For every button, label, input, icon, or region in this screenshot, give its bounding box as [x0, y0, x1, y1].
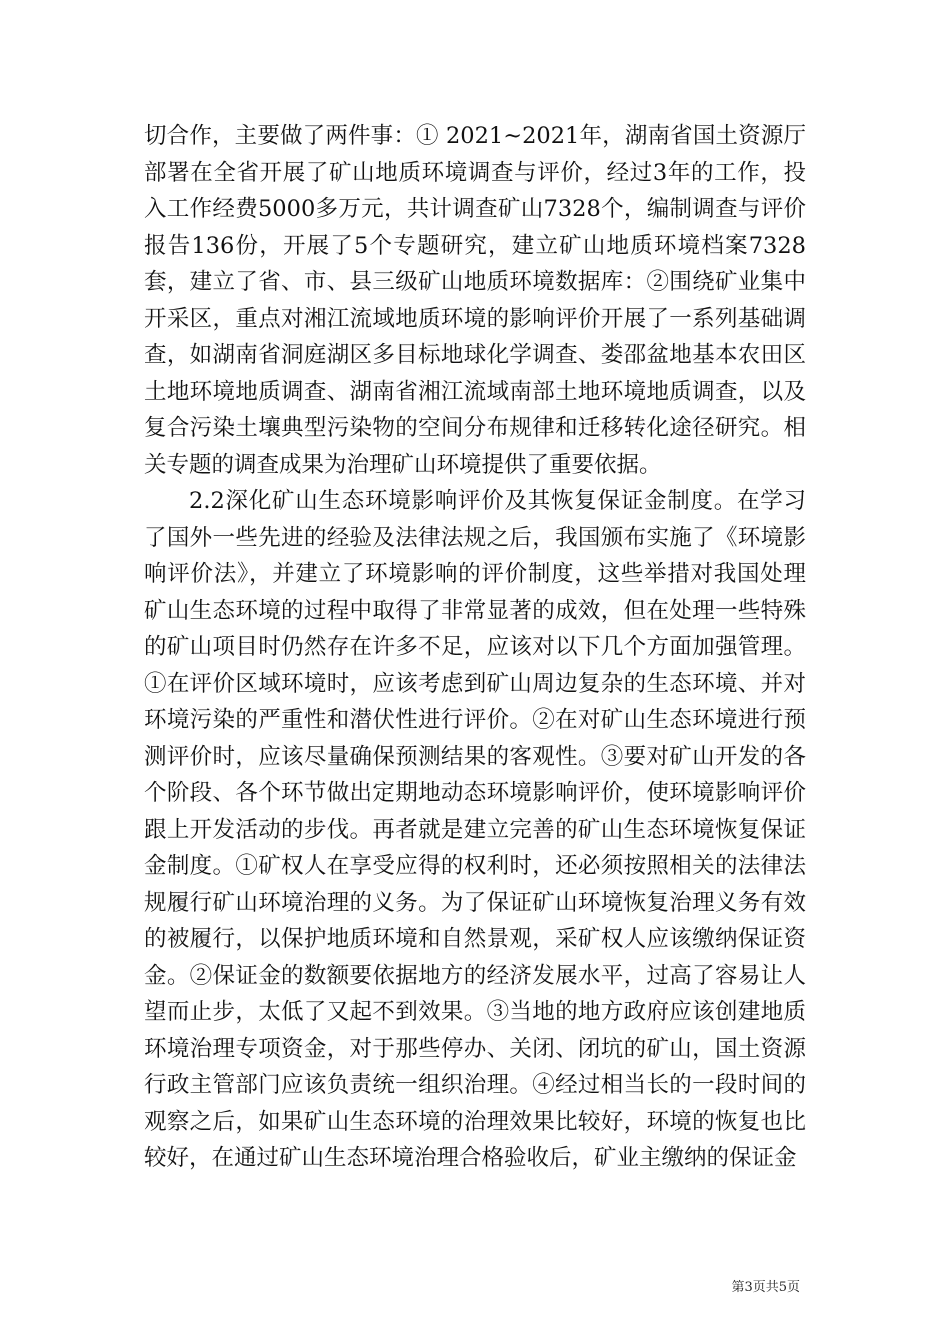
paragraph-continuation: 切合作，主要做了两件事：① 2021~2021年，湖南省国土资源厅部署在全省开展了矿山地质环境调查与评价，经过3年的工作，投入工作经费5000多万元，共计调查矿山7328个，编制调查与评价报告136份，开展了5个专题研究，建立矿山地质环境档案7328套，建立了省、市、县三级矿山地质环境数据库：②围绕矿业集中开采区，重点对湘江流域地质环境的影响评价开展了一系列基础调查，如湖南省洞庭湖区多目标地球化学调查、娄邵盆地基本农田区土地环境地质调查、湖南省湘江流域南部土地环境地质调查，以及复合污染土壤典型污染物的空间分布规律和迁移转化途径研究。相关专题的调查成果为治理矿山环境提供了重要依据。	[144, 123, 806, 478]
document-body	[144, 118, 806, 1177]
paragraph-section-2-2: 2.2深化矿山生态环境影响评价及其恢复保证金制度。在学习了国外一些先进的经验及法律法规之后，我国颁布实施了《环境影响评价法》，并建立了环境影响的评价制度，这些举措对我国处理矿山生态环境的过程中取得了非常显著的成效，但在处理一些特殊的矿山项目时仍然存在许多不足，应该对以下几个方面加强管理。①在评价区域环境时，应该考虑到矿山周边复杂的生态环境、并对环境污染的严重性和潜伏性进行评价。②在对矿山生态环境进行预测评价时，应该尽量确保预测结果的客观性。③要对矿山开发的各个阶段、各个环节做出定期地动态环境影响评价，使环境影响评价跟上开发活动的步伐。再者就是建立完善的矿山生态环境恢复保证金制度。①矿权人在享受应得的权利时，还必须按照相关的法律法规履行矿山环境治理的义务。为了保证矿山环境恢复治理义务有效的被履行，以保护地质环境和自然景观，采矿权人应该缴纳保证资金。②保证金的数额要依据地方的经济发展水平，过高了容易让人望而止步，太低了又起不到效果。③当地的地方政府应该创建地质环境治理专项资金，对于那些停办、关闭、闭坑的矿山，国土资源行政主管部门应该负责统一组织治理。④经过相当长的一段时间的观察之后，如果矿山生态环境的治理效果比较好，环境的恢复也比较好，在通过矿山生态环境治理合格验收后，矿业主缴纳的保证金	[144, 488, 806, 1171]
page-number: 第3页共5页	[731, 1280, 800, 1295]
